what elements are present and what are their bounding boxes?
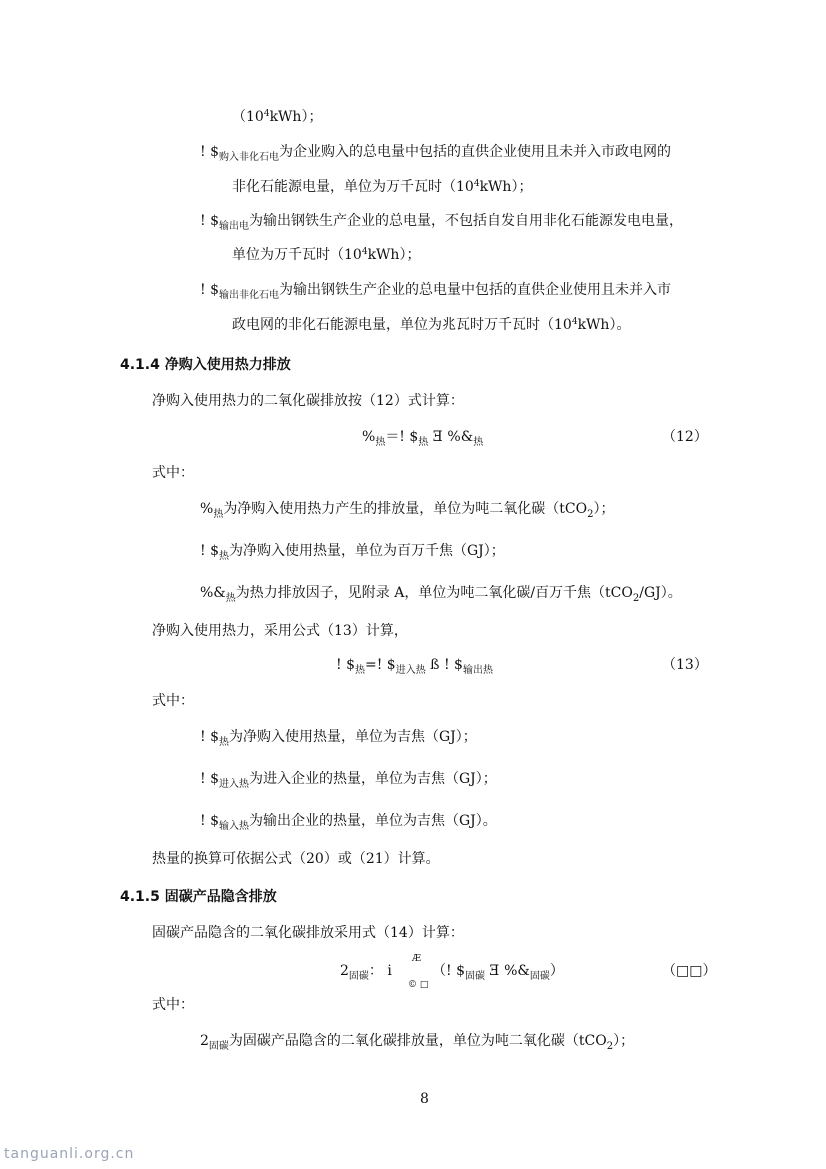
definition-continuation: 单位为万千瓦时$(10^4kWh)$； [232,247,421,263]
page-number: 8 [420,1091,429,1107]
equation-12: $\%_热=$! $\$_热$ Ǝ $\%\&_热$ [362,429,484,448]
definition-continuation: 政电网的非化石能源电量，单位为兆瓦时万千瓦时$(10^4kWh)$。 [232,317,631,333]
where-label: 式中： [152,465,194,481]
paragraph: 固碳产品隐含的二氧化碳排放采用式（14）计算： [152,925,464,941]
section-heading: 4.1.5 固碳产品隐含排放 [120,889,277,905]
definition-carbon-fixation-emission: $2_{固碳}$为固碳产品隐含的二氧化碳排放量，单位为吨二氧化碳（tCO$_2$）； [200,1033,635,1052]
definition-heat-emission-factor: $\%\&_热$为热力排放因子，见附录 A，单位为吨二氧化碳/百万千焦（tCO$_2$/GJ）。 [200,585,682,604]
definition-continuation: 非化石能源电量，单位为万千瓦时$(10^4kWh)$； [232,179,533,195]
definition-exported-electricity: ! $\$_{输出电}$为输出钢铁生产企业的总电量，不包括自发自用非化石能源发电电量， [200,213,683,232]
equation-13: ! $\$_热=$! $\$_{进入热}$ ß ! $\$_{输出热}$ [336,657,493,676]
equation-number: （□□） [662,963,717,979]
definition-incoming-heat: ! $\$_{进入热}$为进入企业的热量，单位为吉焦（GJ）； [200,771,497,790]
section-heading: 4.1.4 净购入使用热力排放 [120,357,291,373]
paragraph: 热量的换算可依据公式（20）或（21）计算。 [152,851,440,867]
definition-purchased-nonfossil-electricity: ! $\$_{购入非化石电}$为企业购入的总电量中包括的直供企业使用且未并入市政电网的 [200,144,671,163]
where-label: 式中： [152,997,194,1013]
paragraph: 净购入使用热力，采用公式（13）计算， [152,623,408,639]
paragraph: 净购入使用热力的二氧化碳排放按（12）式计算： [152,393,464,409]
where-label: 式中： [152,693,194,709]
definition-heat-emission: $\%_热$为净购入使用热力产生的排放量，单位为吨二氧化碳（tCO$_2$）； [200,501,615,520]
equation-number: （13） [662,657,708,673]
watermark: tanguanli.org.cn [4,1146,135,1162]
continuation-line: $(10^4kWh)$； [232,109,323,125]
summation-lower-limit: © □ [408,980,429,990]
definition-outgoing-heat: ! $\$_{输入热}$为输出企业的热量，单位为吉焦（GJ）。 [200,813,497,832]
definition-net-heat: ! $\$_热$为净购入使用热量，单位为百万千焦（GJ）； [200,543,505,562]
equation-14-body: （! $\$_{固碳}$ Ǝ $\%\&_{固碳}$） [432,963,564,982]
equation-14: $2_{固碳}$： i [340,963,392,982]
definition-exported-nonfossil-electricity: ! $\$_{输出非化石电}$为输出钢铁生产企业的总电量中包括的直供企业使用且未并入市 [200,282,671,301]
summation-upper-limit: Æ [412,954,422,964]
equation-number: （12） [662,429,708,445]
definition-net-heat: ! $\$_热$为净购入使用热量，单位为吉焦（GJ）； [200,729,477,748]
